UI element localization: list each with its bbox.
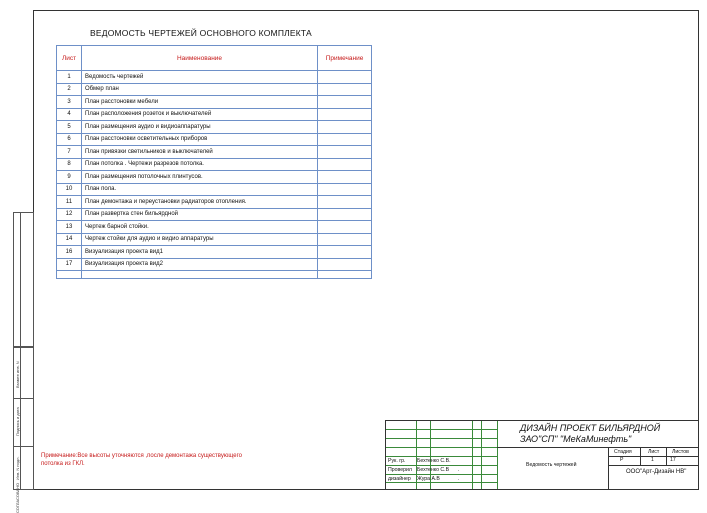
note-cell xyxy=(318,246,372,259)
drawing-name-cell: План пола. xyxy=(82,183,318,196)
sheet-label: Лист xyxy=(648,449,660,455)
header-note: Примечание xyxy=(318,46,372,71)
note-cell xyxy=(318,233,372,246)
drawing-name-cell: План размещения потолочных плинтусов. xyxy=(82,171,318,184)
sheet-number-cell: 11 xyxy=(57,196,82,209)
note-cell xyxy=(318,96,372,109)
sheet-number-cell: 9 xyxy=(57,171,82,184)
name-lead: Бехтенко С.В. xyxy=(417,458,451,464)
sheet-number-cell: 4 xyxy=(57,108,82,121)
table-row xyxy=(57,146,372,159)
drawing-name-cell: План размещения аудио и видиоаппаратуры xyxy=(82,121,318,134)
drawing-name-cell: Визуализация проекта вид2 xyxy=(82,258,318,271)
drawing-name-cell: План потолка . Чертежи разрезов потолка. xyxy=(82,158,318,171)
agreed-label: СОГЛАСОВАНО xyxy=(15,482,20,513)
drawing-name-cell: Ведомость чертежей xyxy=(82,71,318,84)
table-row xyxy=(57,233,372,246)
footnote: Примечание:Все высоты уточняются ,после демонтажа существующего потолка из ГКЛ. xyxy=(41,453,242,467)
drawing-name-cell: Чертеж стойки для аудио и видио аппаратуры xyxy=(82,233,318,246)
sheet-number-cell: 7 xyxy=(57,146,82,159)
page-title: ВЕДОМОСТЬ ЧЕРТЕЖЕЙ ОСНОВНОГО КОМПЛЕКТА xyxy=(90,28,312,38)
note-cell xyxy=(318,133,372,146)
table-row xyxy=(57,183,372,196)
sheets-label: Листов xyxy=(672,449,689,455)
project-title-line1: ДИЗАЙН ПРОЕКТ БИЛЬЯРДНОЙ xyxy=(520,423,661,433)
drawing-name-cell xyxy=(82,271,318,279)
table-row xyxy=(57,158,372,171)
sheet-value: 1 xyxy=(651,457,654,463)
table-row xyxy=(57,271,372,279)
note-cell xyxy=(318,171,372,184)
stage-value: Р xyxy=(620,457,624,463)
project-title-line2: ЗАО"СП" "МеКаМинефть" xyxy=(520,434,632,444)
sheet-number-cell xyxy=(57,271,82,279)
header-sheet: Лист xyxy=(57,46,82,71)
signature-date-label: Подпись и дата xyxy=(15,407,20,436)
note-cell xyxy=(318,121,372,134)
note-cell xyxy=(318,71,372,84)
sheets-value: 17 xyxy=(670,457,676,463)
inventory-original-label: Инв. N подл. xyxy=(15,456,20,480)
sheet-number-cell: 12 xyxy=(57,208,82,221)
sheet-number-cell: 2 xyxy=(57,83,82,96)
note-cell xyxy=(318,83,372,96)
table-row xyxy=(57,96,372,109)
drawing-name-cell: План привязки светильников и выключателей xyxy=(82,146,318,159)
name-designer: Жура А.В xyxy=(417,476,440,482)
sheet-number-cell: 3 xyxy=(57,96,82,109)
sheet-number-cell: 17 xyxy=(57,258,82,271)
sheet-number-cell: 16 xyxy=(57,246,82,259)
note-cell xyxy=(318,146,372,159)
note-cell xyxy=(318,271,372,279)
drawing-name-cell: План расстоновки осветительных приборов xyxy=(82,133,318,146)
table-row xyxy=(57,221,372,234)
table-row xyxy=(57,258,372,271)
sheet-number-cell: 10 xyxy=(57,183,82,196)
table-row xyxy=(57,83,372,96)
replaced-inventory-label: Взамен инв. N xyxy=(15,361,20,388)
table-row xyxy=(57,171,372,184)
name-checker: Бехтенко С.В xyxy=(417,467,450,473)
name-designer-suffix: . xyxy=(458,476,460,482)
title-block xyxy=(385,420,699,490)
sheet-title: Ведомость чертежей xyxy=(526,462,577,468)
drawing-name-cell: План расположения розеток и выключателей xyxy=(82,108,318,121)
header-name: Наименование xyxy=(82,46,318,71)
table-row xyxy=(57,108,372,121)
note-cell xyxy=(318,183,372,196)
table-row xyxy=(57,208,372,221)
note-cell xyxy=(318,208,372,221)
table-row xyxy=(57,133,372,146)
stage-label: Стадия xyxy=(614,449,632,455)
note-cell xyxy=(318,221,372,234)
note-cell xyxy=(318,158,372,171)
role-lead: Рук. гр. xyxy=(388,458,406,464)
drawing-name-cell: План расстоновки мебели xyxy=(82,96,318,109)
drawing-name-cell: Чертеж барной стойки. xyxy=(82,221,318,234)
drawing-name-cell: Обмер план xyxy=(82,83,318,96)
note-cell xyxy=(318,258,372,271)
drawing-list-table xyxy=(56,45,372,279)
sheet-number-cell: 8 xyxy=(57,158,82,171)
name-checker-suffix: . xyxy=(458,467,460,473)
role-designer: дизайнер xyxy=(388,476,411,482)
table-row xyxy=(57,121,372,134)
table-row xyxy=(57,246,372,259)
sheet-number-cell: 5 xyxy=(57,121,82,134)
table-header-row xyxy=(57,46,372,71)
drawing-name-cell: План демонтажа и переустановки радиаторов отопления. xyxy=(82,196,318,209)
sheet-number-cell: 14 xyxy=(57,233,82,246)
drawing-name-cell: Визуализация проекта вид1 xyxy=(82,246,318,259)
table-row xyxy=(57,71,372,84)
note-cell xyxy=(318,108,372,121)
role-checker: Проверил xyxy=(388,467,412,473)
company-name: ООО"Арт-Дизайн НВ" xyxy=(626,469,687,475)
drawing-name-cell: План развертка стен бильярдной xyxy=(82,208,318,221)
sheet-number-cell: 1 xyxy=(57,71,82,84)
table-row xyxy=(57,196,372,209)
note-cell xyxy=(318,196,372,209)
sheet-number-cell: 13 xyxy=(57,221,82,234)
sheet-number-cell: 6 xyxy=(57,133,82,146)
